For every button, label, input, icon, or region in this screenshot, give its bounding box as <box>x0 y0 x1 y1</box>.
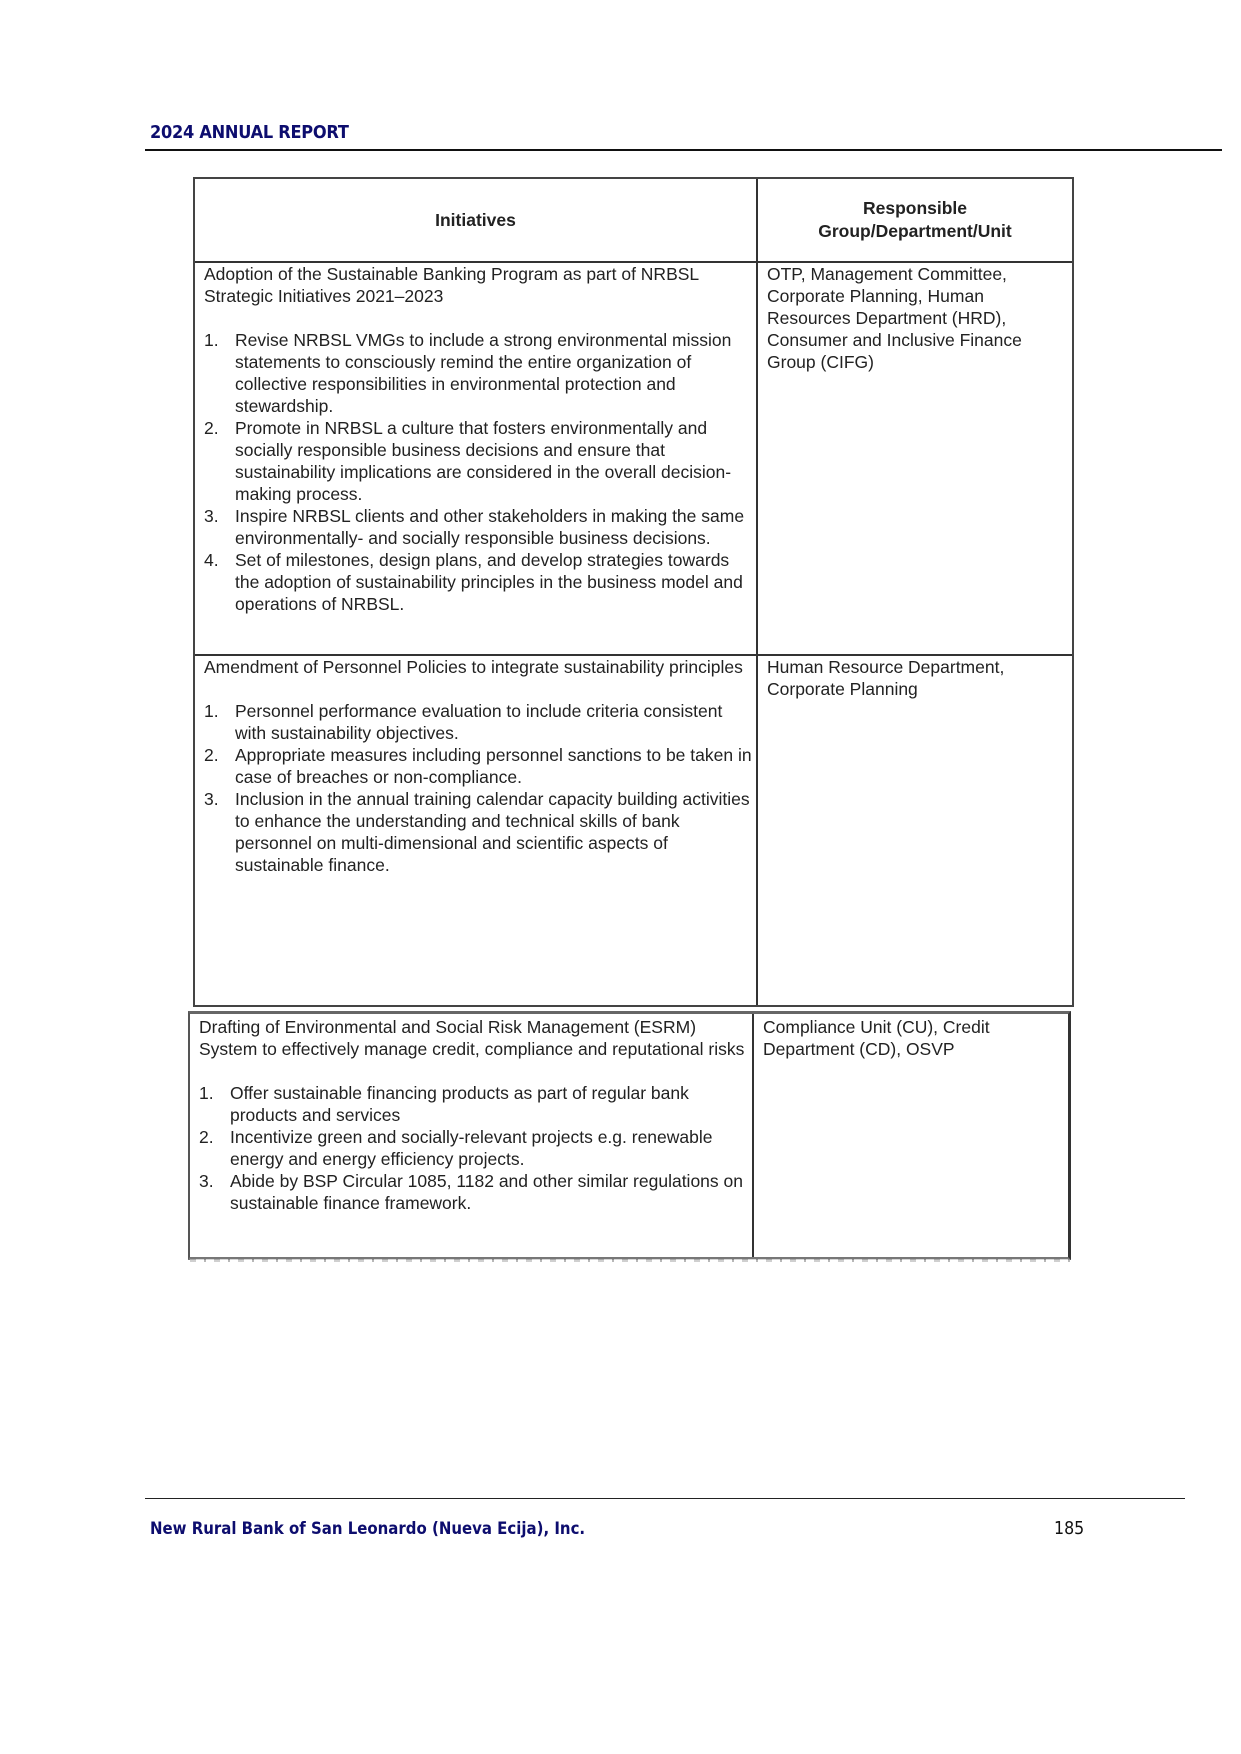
column-header-label: Group/Department/Unit <box>818 221 1012 241</box>
item-number: 3. <box>199 1171 214 1191</box>
item-number: 1. <box>199 1083 214 1103</box>
table-row-initiative-cell <box>199 1016 747 1214</box>
header-divider <box>145 149 1222 151</box>
truncated-row-edge <box>190 1259 1070 1262</box>
item-number: 1. <box>204 330 219 350</box>
item-text: Personnel performance evaluation to include criteria consistent with sustainability objectives. <box>235 701 723 743</box>
item-text: Promote in NRBSL a culture that fosters environmentally and socially responsible business decisions and ensure that sustainability implications are considered in the overall decision-making process. <box>235 418 732 504</box>
item-text: Abide by BSP Circular 1085, 1182 and other similar regulations on sustainable finance framework. <box>230 1171 743 1213</box>
initiative-item-list <box>204 700 752 876</box>
item-text: Revise NRBSL VMGs to include a strong environmental mission statements to consciously remind the entire organization of collective responsibilities in environmental protection and stewardship. <box>235 330 732 416</box>
list-item <box>204 700 752 744</box>
page-number: 185 <box>1054 1518 1085 1539</box>
item-text: Inspire NRBSL clients and other stakeholders in making the same environmentally- and socially responsible business decisions. <box>235 506 745 548</box>
list-item <box>199 1126 747 1170</box>
table-row-responsible-cell: OTP, Management Committee, Corporate Planning, Human Resources Department (HRD), Consumer and Inclusive Finance Group (CIFG) <box>767 264 1022 372</box>
column-header-label: Initiatives <box>435 209 516 230</box>
list-item <box>204 505 752 549</box>
list-item <box>204 329 752 417</box>
column-divider <box>752 1014 754 1257</box>
item-text: Offer sustainable financing products as part of regular bank products and services <box>230 1083 689 1125</box>
item-number: 4. <box>204 550 219 570</box>
footer-divider <box>145 1498 1185 1499</box>
column-header-label: Responsible <box>862 198 968 218</box>
item-text: Appropriate measures including personnel sanctions to be taken in case of breaches or non-compliance. <box>235 745 752 787</box>
table-row-responsible-cell: Compliance Unit (CU), Credit Department (CD), OSVP <box>763 1017 990 1059</box>
initiatives-table-continued <box>188 1011 1071 1260</box>
initiative-title: Adoption of the Sustainable Banking Program as part of NRBSL Strategic Initiatives 2021–2023 <box>204 264 699 306</box>
list-item <box>204 417 752 505</box>
list-item <box>199 1082 747 1126</box>
item-number: 2. <box>204 418 219 438</box>
item-number: 3. <box>204 506 219 526</box>
initiative-item-list <box>199 1082 747 1214</box>
list-item <box>204 549 752 615</box>
item-number: 2. <box>199 1127 214 1147</box>
column-divider <box>756 179 758 1005</box>
list-item <box>204 788 752 876</box>
initiative-title: Amendment of Personnel Policies to integrate sustainability principles <box>204 657 743 677</box>
table-row-initiative-cell <box>204 263 752 615</box>
table-row-responsible-cell: Human Resource Department, Corporate Planning <box>767 657 1005 699</box>
initiative-title: Drafting of Environmental and Social Risk Management (ESRM) System to effectively manage credit, compliance and reputational risks <box>199 1017 745 1059</box>
list-item <box>204 744 752 788</box>
column-header-initiatives <box>195 179 756 261</box>
list-item <box>199 1170 747 1214</box>
initiatives-table <box>193 177 1074 1007</box>
item-text: Inclusion in the annual training calendar capacity building activities to enhance the understanding and technical skills of bank personnel on multi-dimensional and scientific aspects of sustainable finance. <box>235 789 750 875</box>
column-header-responsible <box>758 179 1072 261</box>
item-text: Set of milestones, design plans, and develop strategies towards the adoption of sustainability principles in the business model and operations of NRBSL. <box>235 550 743 614</box>
item-number: 1. <box>204 701 219 721</box>
item-text: Incentivize green and socially-relevant projects e.g. renewable energy and energy efficiency projects. <box>230 1127 713 1169</box>
item-number: 3. <box>204 789 219 809</box>
initiative-item-list <box>204 329 752 615</box>
item-number: 2. <box>204 745 219 765</box>
page-header-title: 2024 ANNUAL REPORT <box>150 122 349 143</box>
table-row-initiative-cell <box>204 656 752 876</box>
footer-company-name: New Rural Bank of San Leonardo (Nueva Ecija), Inc. <box>150 1519 586 1539</box>
